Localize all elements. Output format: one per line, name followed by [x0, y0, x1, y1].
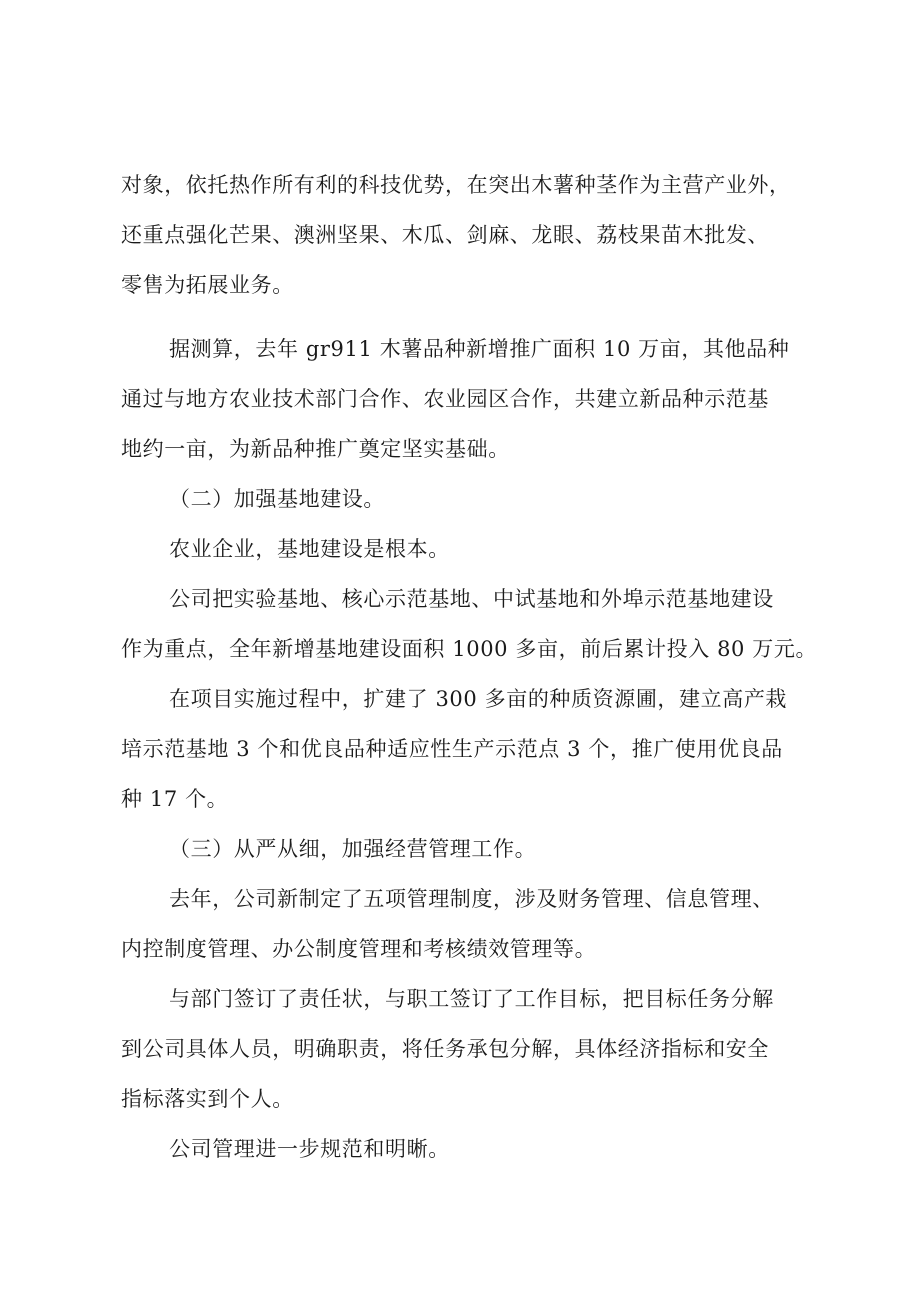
text-line: 与部门签订了责任状，与职工签订了工作目标，把目标任务分解 — [169, 987, 774, 1011]
text-line: 地约一亩，为新品种推广奠定坚实基础。 — [121, 437, 510, 461]
text-line: 通过与地方农业技术部门合作、农业园区合作，共建立新品种示范基 — [121, 387, 769, 411]
text-line: 内控制度管理、办公制度管理和考核绩效管理等。 — [121, 937, 597, 961]
section-heading — [121, 474, 821, 524]
text-line: 据测算，去年 gr911 木薯品种新增推广面积 10 万亩，其他品种 — [169, 337, 790, 361]
paragraph — [121, 1124, 821, 1174]
text-line: 对象，依托热作所有利的科技优势，在突出木薯种茎作为主营产业外， — [121, 173, 791, 197]
text-line: 培示范基地 3 个和优良品种适应性生产示范点 3 个，推广使用优良品 — [121, 737, 783, 761]
paragraph — [121, 574, 821, 674]
text-line: 种 17 个。 — [121, 787, 229, 811]
text-line: 公司把实验基地、核心示范基地、中试基地和外埠示范基地建设 — [169, 587, 774, 611]
document-body — [121, 160, 821, 1174]
paragraph — [121, 324, 821, 474]
text-line: 还重点强化芒果、澳洲坚果、木瓜、剑麻、龙眼、荔枝果苗木批发、 — [121, 223, 769, 247]
heading-text: （三）从严从细，加强经营管理工作。 — [169, 837, 537, 861]
text-line: 在项目实施过程中，扩建了 300 多亩的种质资源圃，建立高产栽 — [169, 687, 788, 711]
section-heading — [121, 824, 821, 874]
heading-text: （二）加强基地建设。 — [169, 487, 385, 511]
paragraph — [121, 524, 821, 574]
paragraph — [121, 674, 821, 824]
paragraph — [121, 974, 821, 1124]
text-line: 去年，公司新制定了五项管理制度，涉及财务管理、信息管理、 — [169, 887, 774, 911]
paragraph — [121, 874, 821, 974]
text-line: 指标落实到个人。 — [121, 1087, 294, 1111]
paragraph-continuation — [121, 160, 821, 310]
text-line: 作为重点，全年新增基地建设面积 1000 多亩，前后累计投入 80 万元。 — [121, 637, 818, 661]
text-line: 农业企业，基地建设是根本。 — [169, 537, 450, 561]
text-line: 公司管理进一步规范和明晰。 — [169, 1137, 450, 1161]
text-line: 到公司具体人员，明确职责，将任务承包分解，具体经济指标和安全 — [121, 1037, 769, 1061]
text-line: 零售为拓展业务。 — [121, 273, 294, 297]
